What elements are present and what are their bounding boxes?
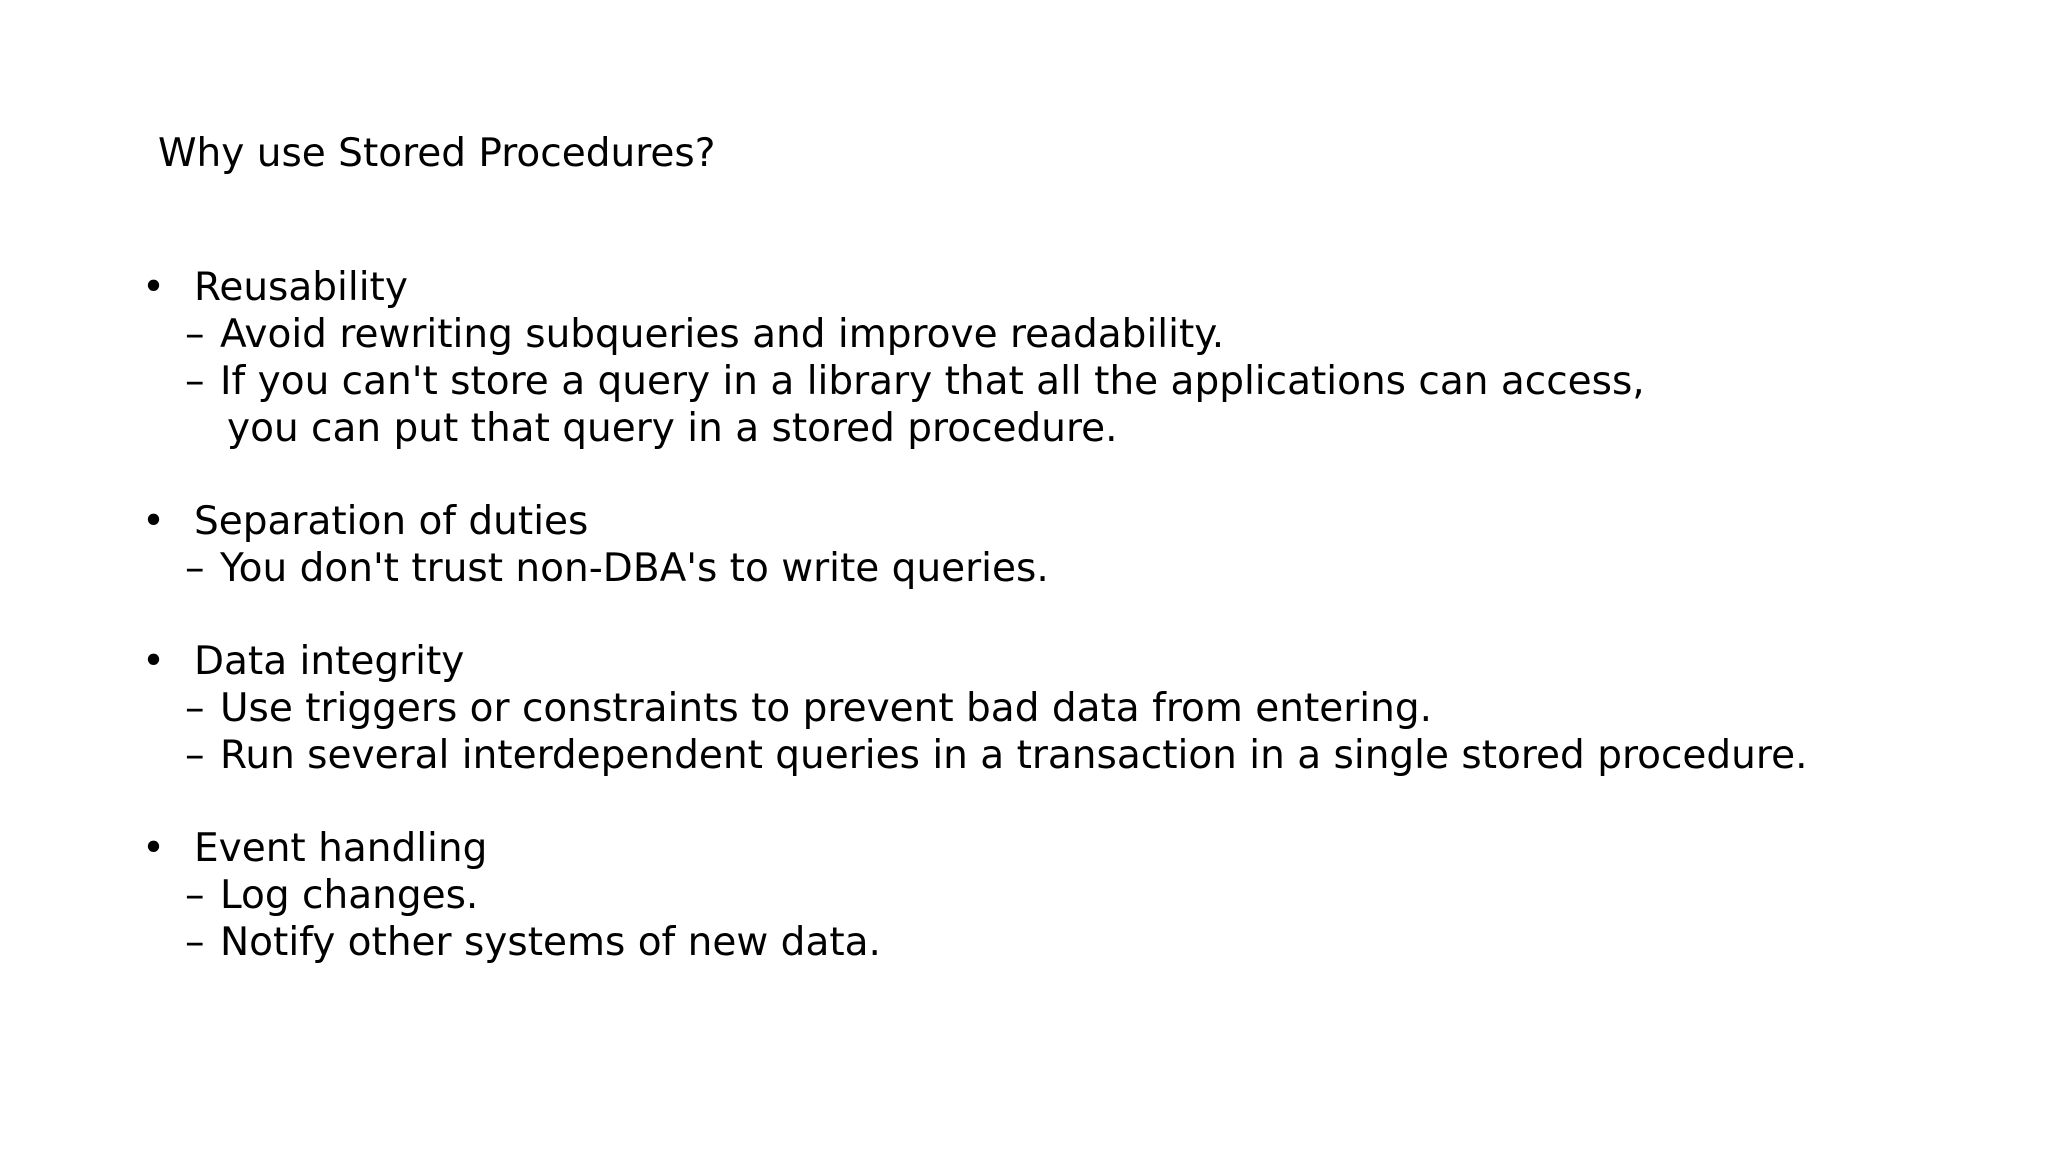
sub-point <box>142 919 1982 966</box>
sub-point-text: Log changes. <box>220 873 479 918</box>
sub-point-continuation: you can put that query in a stored procedure. <box>227 406 1118 451</box>
sub-point-text: Avoid rewriting subqueries and improve readability. <box>220 312 1225 357</box>
dash-icon: – <box>185 312 205 357</box>
sub-point-text: You don't trust non-DBA's to write queries. <box>220 546 1049 591</box>
bullet-heading-text: Event handling <box>194 826 488 871</box>
bullet-dot-icon: • <box>142 826 166 871</box>
dash-icon: – <box>185 359 205 404</box>
bullet-heading-text: Separation of duties <box>194 499 589 544</box>
bullet-heading <box>142 498 1982 545</box>
bullet-dot-icon: • <box>142 639 166 684</box>
bullet-list <box>142 264 1982 1012</box>
bullet-dot-icon: • <box>142 265 166 310</box>
dash-icon: – <box>185 733 205 778</box>
section-separation-of-duties <box>142 498 1982 592</box>
dash-icon: – <box>185 686 205 731</box>
bullet-heading <box>142 825 1982 872</box>
dash-icon: – <box>185 873 205 918</box>
bullet-dot-icon: • <box>142 499 166 544</box>
sub-point-text: If you can't store a query in a library that all the applications can access, <box>220 359 1645 404</box>
bullet-heading-text: Reusability <box>194 265 408 310</box>
sub-point-text: Use triggers or constraints to prevent bad data from entering. <box>220 686 1432 731</box>
sub-point <box>142 732 1982 779</box>
sub-point-text: Run several interdependent queries in a transaction in a single stored procedure. <box>220 733 1808 778</box>
bullet-heading <box>142 264 1982 311</box>
section-event-handling <box>142 825 1982 966</box>
bullet-heading <box>142 638 1982 685</box>
sub-point-text: Notify other systems of new data. <box>220 920 881 965</box>
bullet-heading-text: Data integrity <box>194 639 465 684</box>
section-reusability <box>142 264 1982 452</box>
dash-icon: – <box>185 920 205 965</box>
sub-point <box>142 545 1982 592</box>
sub-point <box>142 311 1982 358</box>
section-data-integrity <box>142 638 1982 779</box>
slide-title: Why use Stored Procedures? <box>158 131 716 176</box>
sub-point <box>142 358 1982 405</box>
dash-icon: – <box>185 546 205 591</box>
sub-point <box>142 872 1982 919</box>
sub-point <box>142 685 1982 732</box>
